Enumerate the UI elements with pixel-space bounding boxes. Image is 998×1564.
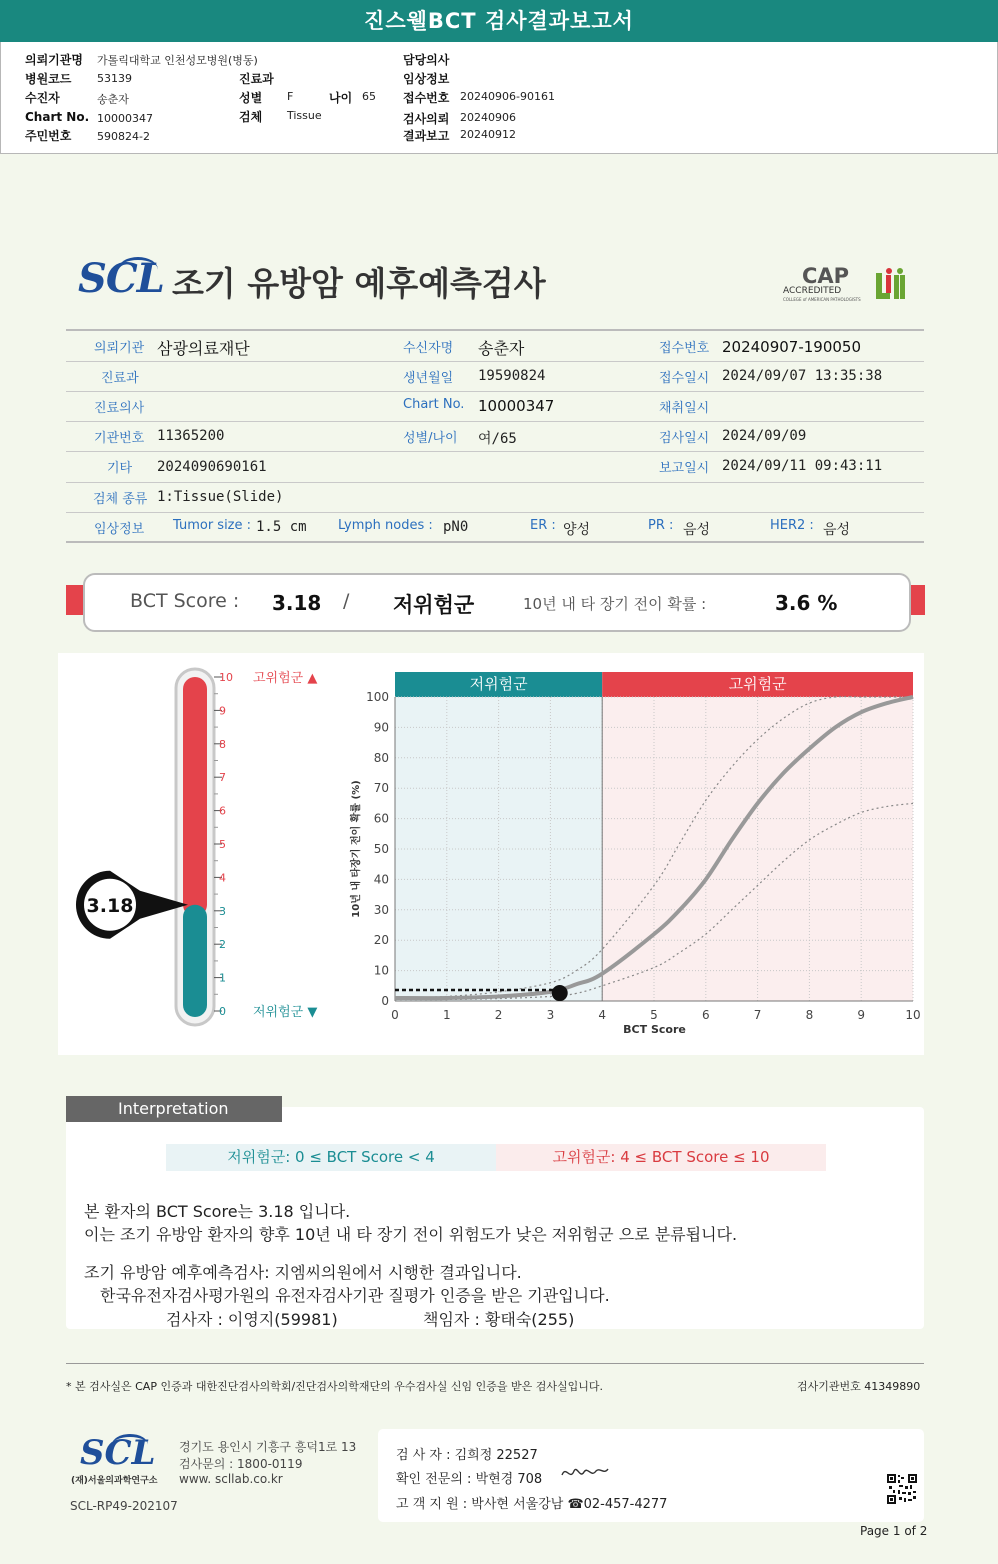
signature-scribble	[560, 1463, 610, 1483]
interp-line-2: 이는 조기 유방암 환자의 향후 10년 내 타 장기 전이 위험도가 낮은 저위험군 으로 분류됩니다.	[84, 1225, 738, 1244]
report-date-value: 20240912	[460, 128, 516, 141]
metastasis-probability-chart	[349, 672, 921, 1036]
accession-label: 접수번호	[403, 91, 450, 105]
specimen-value: Tissue	[287, 109, 322, 122]
hospital-code-label: 병원코드	[25, 72, 72, 86]
chart-svg	[58, 653, 924, 1055]
x-tick-label: 7	[753, 1008, 762, 1022]
gauge-tick-label: 6	[219, 804, 226, 818]
accession-no-value: 20240907-190050	[722, 338, 862, 356]
lm-logo	[874, 267, 906, 301]
etc-value: 2024090690161	[157, 459, 267, 475]
tumor-size-label: Tumor size :	[173, 518, 252, 533]
dept2-label: 진료과	[101, 371, 139, 386]
y-tick-label: 80	[373, 750, 389, 765]
bct-score-label: BCT Score :	[130, 590, 240, 612]
y-tick-label: 20	[373, 933, 389, 948]
y-tick-label: 90	[373, 720, 389, 735]
recipient-value: 송춘자	[478, 339, 525, 358]
sign-support: 고 객 지 원 : 박사현 서울강남 ☎02-457-4277	[396, 1497, 668, 1512]
x-axis-label: BCT Score	[623, 1023, 686, 1036]
tumor-size-value: 1.5 cm	[256, 519, 307, 535]
chart-no2-label: Chart No.	[403, 397, 465, 412]
high-risk-range: 고위험군: 4 ≤ BCT Score ≤ 10	[496, 1144, 826, 1171]
gauge-tick-label: 4	[219, 871, 226, 885]
interp-line-4: 한국유전자검사평가원의 유전자검사기관 질평가 인증을 받은 기관입니다.	[100, 1286, 610, 1305]
y-tick-label: 60	[373, 811, 389, 826]
gauge-marker-label: 3.18	[86, 894, 134, 917]
pr-value: 음성	[683, 522, 711, 538]
accession-value: 20240906-90161	[460, 90, 555, 103]
sign-tester: 검 사 자 : 김희정 22527	[396, 1448, 538, 1463]
risk-group-value: 저위험군	[393, 593, 475, 617]
specimen-type-value: 1:Tissue(Slide)	[157, 489, 284, 505]
low-risk-range: 저위험군: 0 ≤ BCT Score < 4	[166, 1144, 496, 1171]
her2-label: HER2 :	[770, 518, 814, 533]
recipient-label: 수신자명	[403, 341, 454, 356]
y-tick-label: 100	[366, 690, 389, 704]
y-axis-ticks	[366, 690, 389, 1008]
pr-label: PR :	[648, 518, 674, 533]
bct-score-value: 3.18	[272, 591, 322, 615]
specimen-label: 검체	[239, 110, 263, 124]
collection-dt-label: 채취일시	[659, 401, 710, 416]
gauge-low-fill	[183, 905, 207, 1017]
lymph-nodes-value: pN0	[443, 519, 469, 535]
clinical-info-label: 임상정보	[403, 72, 450, 86]
request-value: 20240906	[460, 111, 516, 124]
footer-scl-logo: SCL	[80, 1433, 156, 1473]
chart-no-label: Chart No.	[25, 110, 90, 124]
inst-value: 삼광의료재단	[157, 339, 250, 358]
report-date-label: 결과보고	[403, 129, 450, 143]
x-tick-label: 4	[598, 1008, 607, 1022]
sex-age-value: 여/65	[478, 431, 517, 447]
chart-no2-value: 10000347	[478, 397, 555, 415]
report-dt-value: 2024/09/11 09:43:11	[722, 458, 883, 474]
footer-institution-number: 검사기관번호 41349890	[797, 1380, 921, 1393]
footer-website: www. scllab.co.kr	[179, 1472, 283, 1486]
patient-point	[552, 985, 568, 1001]
etc-label: 기타	[107, 461, 133, 476]
accession-no-label: 접수번호	[659, 341, 710, 356]
inst-label: 의뢰기관	[94, 341, 145, 356]
x-tick-label: 8	[805, 1008, 814, 1022]
report-header-title: 진스웰BCT 검사결과보고서	[0, 0, 998, 42]
y-tick-label: 10	[373, 963, 389, 978]
report-title: 조기 유방암 예후예측검사	[172, 264, 546, 303]
patient-label: 수진자	[25, 91, 60, 105]
age-label: 나이	[329, 91, 353, 105]
y-tick-label: 40	[373, 872, 389, 887]
x-tick-label: 1	[442, 1008, 451, 1022]
gauge-ticks	[214, 671, 233, 1018]
gauge-tick-label: 10	[219, 671, 233, 684]
gauge-tick-label: 0	[219, 1005, 226, 1018]
interp-line-3: 조기 유방암 예후예측검사: 지엠씨의원에서 시행한 결과입니다.	[84, 1263, 522, 1282]
gauge-high-label: 고위험군 ▲	[253, 671, 318, 686]
lymph-nodes-label: Lymph nodes :	[338, 518, 433, 533]
footer-divider	[66, 1363, 924, 1364]
metastasis-prob-label: 10년 내 타 장기 전이 확률 :	[523, 595, 707, 613]
footer-form-code: SCL-RP49-202107	[70, 1499, 178, 1513]
clinical-info2-label: 임상정보	[94, 522, 145, 537]
gauge-tick-label: 1	[219, 971, 226, 985]
dob-value: 19590824	[478, 368, 546, 384]
her2-value: 음성	[823, 522, 851, 538]
interp-responsible: 책임자 : 황태숙(255)	[423, 1310, 575, 1329]
specimen-type-label: 검체 종류	[93, 492, 148, 507]
footer-address: 경기도 용인시 기흥구 흥덕1로 13	[179, 1440, 357, 1454]
patient-value: 송춘자	[97, 93, 129, 106]
sex-label: 성별	[239, 91, 263, 105]
gauge-tick-label: 2	[219, 938, 226, 952]
gauge-low-label: 저위험군 ▼	[253, 1005, 318, 1020]
gauge-tick-label: 8	[219, 737, 226, 751]
cap-accredited-text: ACCREDITED	[783, 286, 842, 296]
dob-label: 생년월일	[403, 371, 454, 386]
inst-no-value: 11365200	[157, 428, 225, 444]
physician-label: 진료의사	[94, 401, 145, 416]
interp-tester: 검사자 : 이영지(59981)	[166, 1310, 338, 1329]
gauge-tick-label: 7	[219, 771, 226, 785]
metastasis-prob-value: 3.6 %	[775, 591, 838, 615]
interp-line-1: 본 환자의 BCT Score는 3.18 입니다.	[84, 1202, 351, 1221]
inst-no-label: 기관번호	[94, 431, 145, 446]
y-tick-label: 70	[373, 781, 389, 796]
request-label: 검사의뢰	[403, 112, 450, 126]
dept-label: 진료과	[239, 72, 274, 86]
er-value: 양성	[563, 522, 591, 538]
report-dt-label: 보고일시	[659, 461, 710, 476]
qr-code-icon	[887, 1474, 917, 1504]
footer-org-name: (재)서울의과학연구소	[71, 1476, 158, 1486]
received-dt-label: 접수일시	[659, 371, 710, 386]
x-tick-label: 0	[391, 1008, 399, 1022]
low-risk-zone-label: 저위험군	[469, 675, 528, 693]
risk-gauge	[76, 669, 317, 1025]
hospital-label: 의뢰기관명	[25, 53, 83, 67]
test-dt-value: 2024/09/09	[722, 428, 807, 444]
footer-certification-note: * 본 검사실은 CAP 인증과 대한진단검사의학회/진단검사의학재단의 우수검사실 신임 인증을 받은 검사실입니다.	[66, 1380, 604, 1393]
doctor-label: 담당의사	[403, 53, 450, 67]
y-tick-label: 0	[381, 994, 389, 1008]
y-tick-label: 30	[373, 902, 389, 917]
chart-no-value: 10000347	[97, 112, 153, 125]
footer-phone: 검사문의 : 1800-0119	[179, 1457, 303, 1471]
scl-logo: SCL	[78, 255, 164, 302]
gauge-high-fill	[183, 677, 207, 917]
sign-confirm: 확인 전문의 : 박현경 708	[396, 1472, 543, 1487]
x-tick-label: 9	[857, 1008, 866, 1022]
er-label: ER :	[530, 518, 556, 533]
gauge-tick-label: 5	[219, 838, 226, 851]
sex-age-label: 성별/나이	[403, 431, 458, 446]
rrn-label: 주민번호	[25, 129, 72, 143]
age-value: 65	[362, 90, 376, 103]
x-tick-label: 6	[701, 1008, 710, 1022]
page-number: Page 1 of 2	[860, 1524, 928, 1538]
x-tick-label: 10	[905, 1008, 921, 1022]
y-axis-label: 10년 내 타장기 전이 확률 (%)	[351, 780, 362, 918]
sex-value: F	[287, 90, 294, 103]
x-tick-label: 5	[650, 1008, 658, 1022]
interpretation-tab: Interpretation	[66, 1096, 282, 1122]
hospital-value: 가톨릭대학교 인천성모병원(병동)	[97, 54, 258, 67]
gauge-tick-label: 9	[219, 704, 226, 718]
cap-logo: CAP	[802, 264, 850, 288]
cap-college-text: COLLEGE of AMERICAN PATHOLOGISTS	[783, 297, 861, 302]
gauge-tick-label: 3	[219, 904, 226, 918]
patient-header-box	[0, 42, 998, 154]
hospital-code-value: 53139	[97, 72, 132, 85]
x-tick-label: 2	[494, 1008, 503, 1022]
y-tick-label: 50	[373, 842, 389, 856]
score-summary-box	[83, 573, 911, 632]
score-separator: /	[343, 590, 350, 612]
gauge-score-marker	[76, 871, 188, 939]
high-risk-zone-label: 고위험군	[728, 675, 787, 693]
x-tick-label: 3	[546, 1008, 555, 1022]
x-axis-ticks	[391, 1008, 920, 1022]
received-dt-value: 2024/09/07 13:35:38	[722, 368, 883, 384]
signature-box	[378, 1429, 924, 1522]
rrn-value: 590824-2	[97, 130, 150, 143]
test-dt-label: 검사일시	[659, 431, 710, 446]
